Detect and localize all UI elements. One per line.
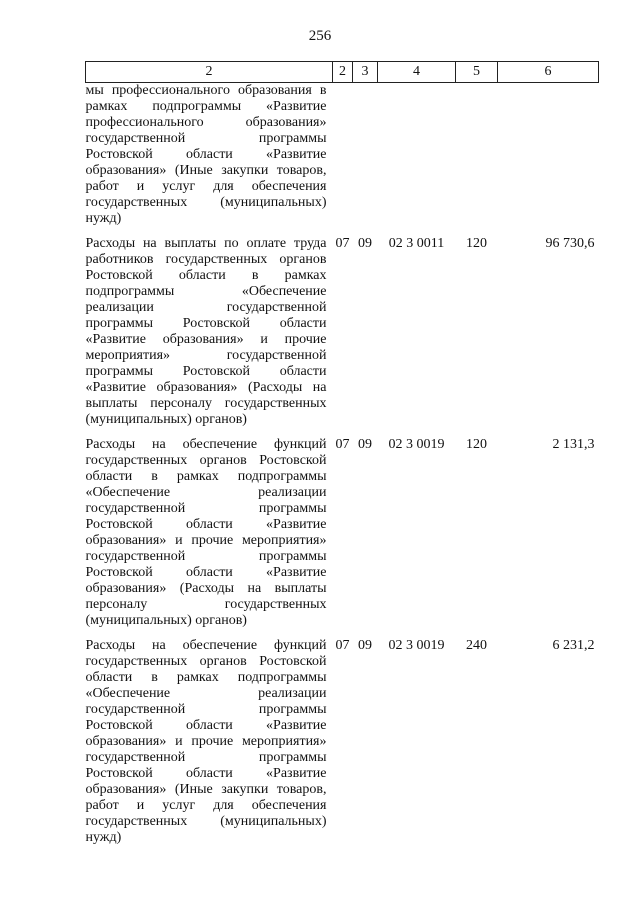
table-row	[86, 83, 599, 237]
row-expense-type: 240	[466, 638, 487, 653]
row-subsection: 09	[358, 236, 372, 251]
header-col-amount: 6	[498, 62, 599, 83]
header-col-expense-type: 5	[456, 62, 498, 83]
header-col-subsection: 3	[353, 62, 378, 83]
table-row	[86, 638, 599, 855]
row-subsection	[353, 83, 378, 237]
row-target-article: 02 3 0019	[388, 437, 445, 452]
row-amount: 96 730,6	[545, 236, 595, 251]
header-col-name: 2	[86, 62, 333, 83]
row-name: мы профессионального образования в рамках подпрограммы «Развитие профессионального образования» государственной программы Ростовской области «Развитие образования» (Иные закупки товаров, работ и услуг для обеспечения государственных (муниципальных) нужд)	[85, 83, 327, 226]
row-amount	[498, 83, 599, 237]
header-col-section: 2	[333, 62, 353, 83]
row-target-article	[378, 83, 456, 237]
table-row	[86, 437, 599, 638]
row-section: 07	[335, 236, 350, 251]
table-row	[86, 236, 599, 437]
row-name: Расходы на выплаты по оплате труда работников государственных органов Ростовской области в рамках подпрограммы «Обеспечение реализации государственной программы Ростовской области «Развитие образования» и прочие мероприятия» государственной программы Ростовской области «Развитие образования» (Расходы на выплаты персоналу государственных (муниципальных) органов)	[85, 236, 327, 427]
row-target-article: 02 3 0011	[388, 236, 445, 251]
row-section: 07	[335, 638, 350, 653]
row-expense-type: 120	[466, 437, 487, 452]
table-header-row	[86, 62, 599, 83]
row-amount: 2 131,3	[552, 437, 595, 452]
row-target-article: 02 3 0019	[388, 638, 445, 653]
row-expense-type	[456, 83, 498, 237]
row-section	[333, 83, 353, 237]
row-name: Расходы на обеспечение функций государственных органов Ростовской области в рамках подпрограммы «Обеспечение реализации государственной программы Ростовской области «Развитие образования» и прочие мероприятия» государственной программы Ростовской области «Развитие образования» (Расходы на выплаты персоналу государственных (муниципальных) органов)	[85, 437, 327, 628]
row-expense-type: 120	[466, 236, 487, 251]
row-amount: 6 231,2	[552, 638, 595, 653]
row-subsection: 09	[358, 638, 372, 653]
page-number: 256	[308, 28, 332, 44]
budget-table	[85, 61, 599, 855]
row-name: Расходы на обеспечение функций государственных органов Ростовской области в рамках подпрограммы «Обеспечение реализации государственной программы Ростовской области «Развитие образования» и прочие мероприятия» государственной программы Ростовской области «Развитие образования» (Иные закупки товаров, работ и услуг для обеспечения государственных (муниципальных) нужд)	[85, 638, 327, 845]
row-section: 07	[335, 437, 350, 452]
row-subsection: 09	[358, 437, 372, 452]
header-col-target-article: 4	[378, 62, 456, 83]
